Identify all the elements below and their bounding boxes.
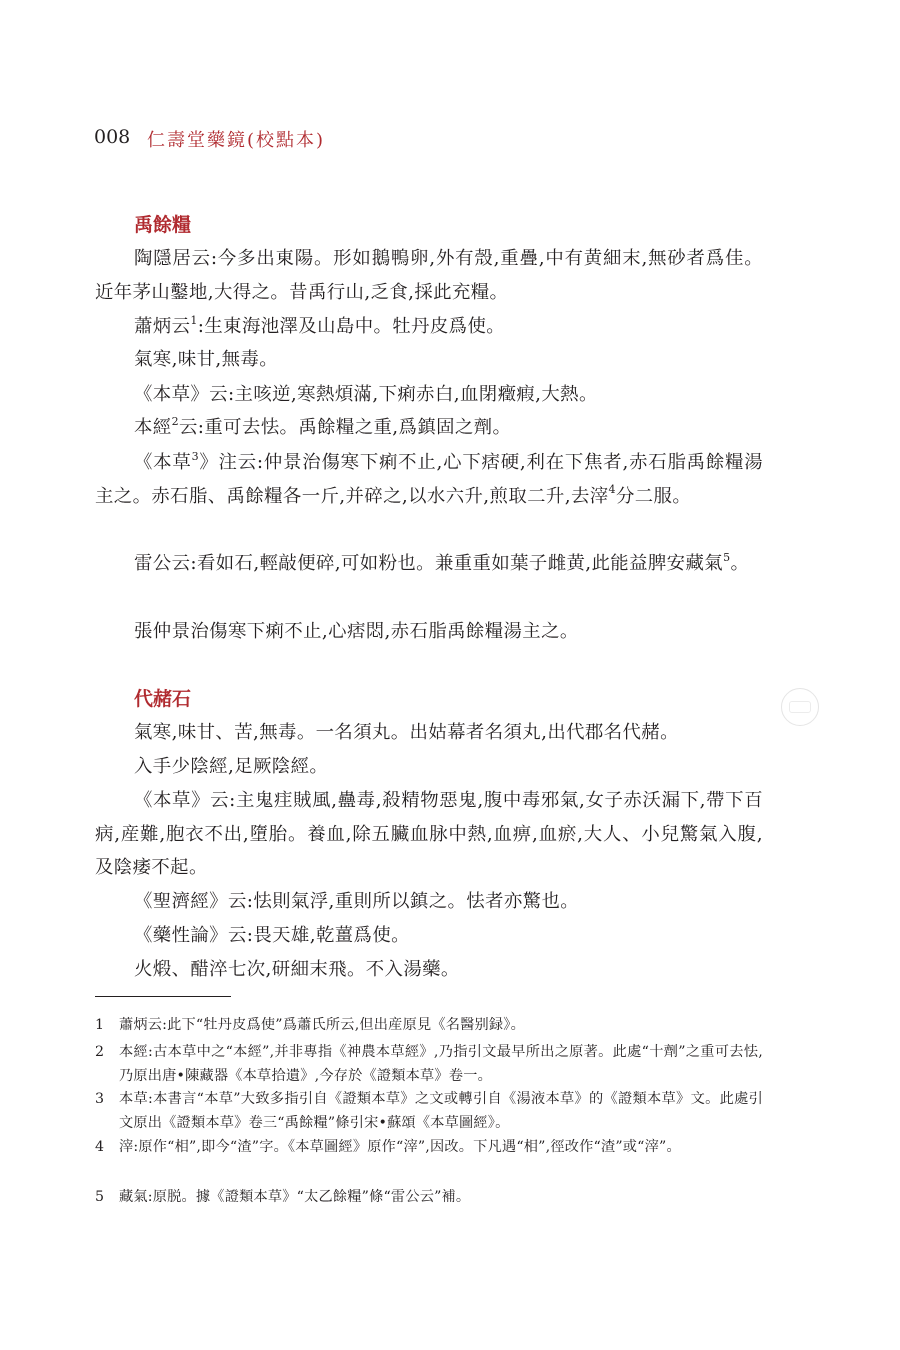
section-title: 禹餘糧 (134, 214, 192, 236)
paragraph: 本經$^2$云:重可去怯。禹餘糧之重,爲鎮固之劑。 (134, 414, 512, 438)
section-title: 代赭石 (134, 688, 192, 710)
footnote: 4 滓:原作“相”,即今“渣”字。《本草圖經》原作“滓”,因改。下凡遇“相”,徑改作“渣”或“滓”。 (95, 1135, 763, 1159)
footnote: 2 本經:古本草中之“本經”,并非專指《神農本草經》,乃指引文最早所出之原著。此處“十劑”之重可去怯,乃原出唐•陳藏器《本草拾遺》,今存於《證類本草》卷一。 (95, 1040, 763, 1088)
footnote-number: 5 (95, 1189, 105, 1205)
footnote-number: 4 (95, 1139, 105, 1155)
footnote: 5 藏氣:原脱。據《證類本草》“太乙餘糧”條“雷公云”補。 (95, 1185, 763, 1209)
paragraph: 雷公云:看如石,輕敲便碎,可如粉也。兼重重如葉子雌黄,此能益脾安藏氣$^5$。 (134, 550, 750, 574)
footnote-ref: 3 (191, 449, 199, 463)
paragraph: 《聖濟經》云:怯則氣浮,重則所以鎮之。怯者亦驚也。 (134, 891, 580, 912)
paragraph: 《藥性論》云:畏天雄,乾薑爲使。 (134, 925, 410, 946)
paragraph: 氣寒,味甘、苦,無毒。一名須丸。出姑幕者名須丸,出代郡名代赭。 (134, 722, 679, 743)
footnote-ref: 2 (171, 414, 179, 428)
footnote-number: 2 (95, 1044, 105, 1060)
footnote-ref: 1 (190, 313, 198, 327)
paragraph: 《本草》云:主咳逆,寒熱煩滿,下痢赤白,血閉癥瘕,大熱。 (134, 384, 598, 405)
page-number: 008 (94, 126, 131, 148)
footnote: 3 本草:本書言“本草”大致多指引自《證類本草》之文或轉引自《湯液本草》的《證類本草》文。此處引文原出《證類本草》卷三“禹餘糧”條引宋•蘇頌《本草圖經》。 (95, 1087, 763, 1135)
footnote-number: 1 (95, 1017, 105, 1033)
footnote-divider (95, 996, 231, 997)
footnote-ref: 5 (723, 550, 731, 564)
paragraph: 陶隱居云:今多出東陽。形如鵝鴨卵,外有殼,重疊,中有黄細末,無砂者爲佳。近年茅山鑿地,大得之。昔禹行山,乏食,採此充糧。 (95, 248, 763, 303)
footnote: 1 蕭炳云:此下“牡丹皮爲使”爲蕭氏所云,但出産原見《名醫别録》。 (95, 1013, 763, 1037)
book-title: 仁壽堂藥鏡(校點本) (147, 130, 326, 151)
paragraph: 蕭炳云$^1$:生東海池澤及山島中。牡丹皮爲使。 (134, 313, 506, 337)
paragraph: 張仲景治傷寒下痢不止,心痞悶,赤石脂禹餘糧湯主之。 (134, 621, 579, 642)
paragraph: 《本草$^3$》注云:仲景治傷寒下痢不止,心下痞硬,利在下焦者,赤石脂禹餘糧湯主之。赤石脂、禹餘糧各一斤,并碎之,以水六升,煎取二升,去滓$^4$分二服。 (95, 449, 763, 507)
footnote-number: 3 (95, 1091, 105, 1107)
paragraph: 入手少陰經,足厥陰經。 (134, 756, 329, 777)
paragraph: 火煅、醋淬七次,研細末飛。不入湯藥。 (134, 959, 460, 980)
paragraph: 《本草》云:主鬼疰賊風,蠱毒,殺精物惡鬼,腹中毒邪氣,女子赤沃漏下,帶下百病,産難,胞衣不出,墮胎。養血,除五臟血脉中熱,血痹,血瘀,大人、小兒驚氣入腹,及陰痿不起。 (95, 790, 763, 878)
paragraph: 氣寒,味甘,無毒。 (134, 349, 279, 370)
footnote-ref: 4 (608, 483, 616, 497)
watermark-seal-icon (781, 688, 819, 726)
